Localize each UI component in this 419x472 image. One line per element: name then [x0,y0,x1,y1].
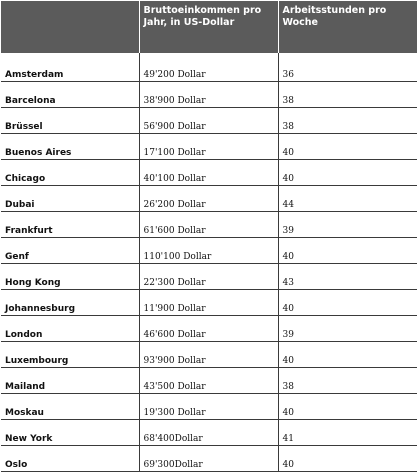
table-row [1,237,417,263]
income-cell: 40'100 Dollar [139,159,278,185]
city-cell: Frankfurt [1,211,139,237]
city-cell: Oslo [1,445,139,471]
income-cell: 69'300Dollar [139,445,278,471]
city-cell: Luxembourg [1,341,139,367]
hours-cell: 38 [278,81,417,107]
city-cell: Johannesburg [1,289,139,315]
income-cell: 61'600 Dollar [139,211,278,237]
city-cell: London [1,315,139,341]
income-cell: 49'200 Dollar [139,53,278,81]
table-row [1,133,417,159]
city-cell: Barcelona [1,81,139,107]
table-row [1,419,417,445]
hours-cell: 40 [278,289,417,315]
income-cell: 43'500 Dollar [139,367,278,393]
hours-cell: 44 [278,185,417,211]
hours-cell: 40 [278,445,417,471]
city-cell: Chicago [1,159,139,185]
table-row [1,263,417,289]
hours-cell: 40 [278,133,417,159]
hours-cell: 40 [278,237,417,263]
table-row [1,289,417,315]
city-cell: Moskau [1,393,139,419]
city-cell: Genf [1,237,139,263]
table-row [1,445,417,471]
hours-cell: 39 [278,315,417,341]
city-cell: Hong Kong [1,263,139,289]
income-cell: 26'200 Dollar [139,185,278,211]
income-cell: 110'100 Dollar [139,237,278,263]
income-cell: 56'900 Dollar [139,107,278,133]
hours-cell: 41 [278,419,417,445]
hours-cell: 38 [278,107,417,133]
income-hours-table [1,1,417,472]
table-row [1,367,417,393]
header-city [1,1,139,53]
income-cell: 19'300 Dollar [139,393,278,419]
header-row [1,1,417,53]
header-hours: Arbeitsstunden pro Woche [278,1,417,53]
income-cell: 68'400Dollar [139,419,278,445]
income-cell: 38'900 Dollar [139,81,278,107]
table-row [1,107,417,133]
table-row [1,53,417,81]
city-cell: New York [1,419,139,445]
city-cell: Brüssel [1,107,139,133]
income-cell: 93'900 Dollar [139,341,278,367]
header-income: Bruttoeinkommen pro Jahr, in US-Dollar [139,1,278,53]
city-cell: Amsterdam [1,53,139,81]
hours-cell: 39 [278,211,417,237]
table-row [1,185,417,211]
hours-cell: 40 [278,159,417,185]
table-row [1,393,417,419]
income-cell: 46'600 Dollar [139,315,278,341]
income-cell: 11'900 Dollar [139,289,278,315]
income-cell: 17'100 Dollar [139,133,278,159]
city-cell: Buenos Aires [1,133,139,159]
table-body [1,53,417,471]
income-cell: 22'300 Dollar [139,263,278,289]
city-cell: Mailand [1,367,139,393]
table-header [1,1,417,53]
hours-cell: 40 [278,393,417,419]
table-row [1,315,417,341]
table-row [1,159,417,185]
table-row [1,341,417,367]
hours-cell: 43 [278,263,417,289]
table-row [1,81,417,107]
hours-cell: 40 [278,341,417,367]
city-cell: Dubai [1,185,139,211]
hours-cell: 38 [278,367,417,393]
table-row [1,211,417,237]
hours-cell: 36 [278,53,417,81]
